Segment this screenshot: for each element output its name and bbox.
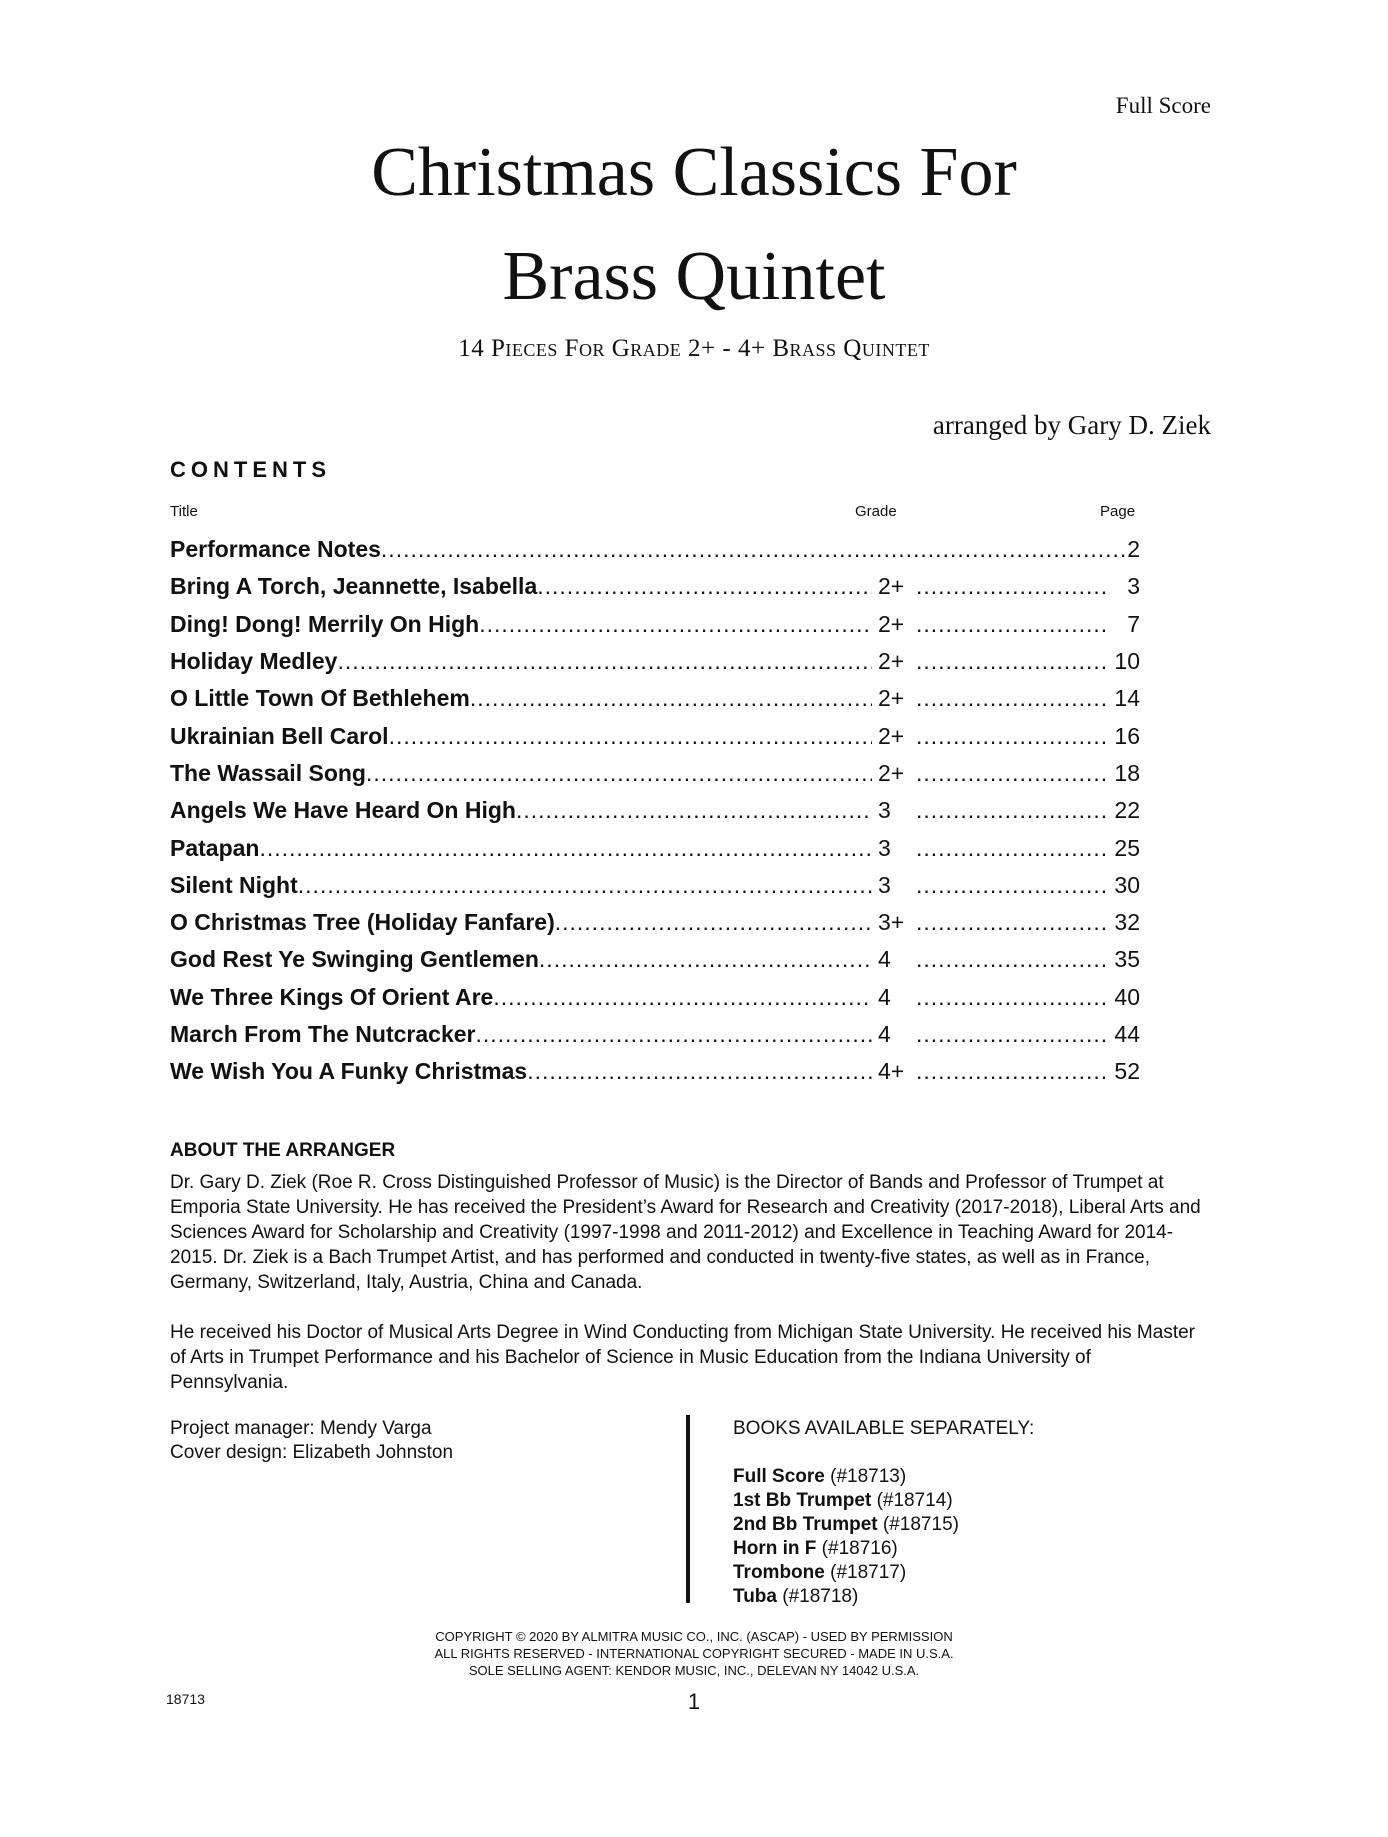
toc-title: Silent Night <box>170 871 298 898</box>
copyright-line-2: ALL RIGHTS RESERVED - INTERNATIONAL COPYRIGHT SECURED - MADE IN U.S.A. <box>434 1646 954 1661</box>
toc-title: Patapan <box>170 834 260 861</box>
book-item <box>733 1465 1034 1489</box>
toc-page: 10 <box>1114 648 1140 675</box>
toc-page: 7 <box>1127 610 1140 637</box>
toc-row <box>170 867 1140 904</box>
books-available <box>733 1417 1034 1609</box>
toc-page: 40 <box>1114 983 1140 1010</box>
book-item <box>733 1585 1034 1609</box>
toc-row <box>170 979 1140 1016</box>
cover-design: Cover design: Elizabeth Johnston <box>170 1442 454 1463</box>
toc-title: God Rest Ye Swinging Gentlemen <box>170 946 539 973</box>
toc-leader-dots <box>555 909 872 936</box>
toc-grade: 3 <box>878 871 891 898</box>
title-line-1: Christmas Classics For <box>371 134 1017 211</box>
toc-row <box>170 568 1140 605</box>
toc-title: March From The Nutcracker <box>170 1021 476 1047</box>
toc-grade: 2+ <box>878 573 905 600</box>
toc-page: 44 <box>1114 1021 1140 1047</box>
book-number: (#18717) <box>830 1562 907 1583</box>
toc-grade: 4 <box>878 983 891 1010</box>
toc-leader-dots <box>916 611 1106 638</box>
toc-title: O Christmas Tree (Holiday Fanfare) <box>170 909 555 936</box>
toc-row <box>170 792 1140 829</box>
toc-row <box>170 717 1140 754</box>
book-number: (#18718) <box>782 1586 859 1607</box>
toc-page: 22 <box>1114 797 1140 824</box>
toc-row <box>170 941 1140 978</box>
toc-leader-dots <box>475 1021 872 1048</box>
toc-leader-dots <box>916 872 1106 899</box>
about-heading: ABOUT THE ARRANGER <box>170 1140 396 1161</box>
toc-grade: 2+ <box>878 648 905 675</box>
page-number: 1 <box>687 1689 701 1714</box>
credits <box>170 1417 453 1465</box>
arranger-credit: arranged by Gary D. Ziek <box>932 410 1211 440</box>
toc-grade: 2+ <box>878 610 905 637</box>
toc-leader-dots <box>470 685 872 712</box>
toc-title: We Three Kings Of Orient Are <box>170 983 494 1010</box>
book-number: (#18713) <box>830 1466 907 1487</box>
toc-leader-dots <box>537 573 872 600</box>
toc-leader-dots <box>916 685 1106 712</box>
table-of-contents <box>170 531 1140 1090</box>
toc-leader-dots <box>493 984 872 1011</box>
toc-leader-dots <box>916 573 1106 600</box>
copyright-notice <box>0 1628 1388 1679</box>
title-line-2: Brass Quintet <box>502 238 886 315</box>
toc-title: Performance Notes <box>170 536 381 563</box>
toc-leader-dots <box>479 611 872 638</box>
toc-leader-dots <box>916 1058 1106 1085</box>
toc-leader-dots <box>916 984 1106 1011</box>
edition-label: Full Score <box>1115 93 1211 118</box>
book-item <box>733 1561 1034 1585</box>
books-list <box>733 1465 1034 1609</box>
toc-page: 16 <box>1114 722 1140 749</box>
toc-row <box>170 680 1140 717</box>
toc-leader-dots <box>389 723 872 750</box>
contents-heading: CONTENTS <box>170 457 331 482</box>
toc-grade: 2+ <box>878 759 905 786</box>
column-header-title: Title <box>170 503 198 520</box>
toc-leader-dots <box>916 648 1106 675</box>
book-item <box>733 1537 1034 1561</box>
book-name: Horn in F <box>733 1538 817 1559</box>
toc-title: O Little Town Of Bethlehem <box>170 685 470 712</box>
toc-leader-dots <box>381 536 1127 563</box>
about-paragraph-2: He received his Doctor of Musical Arts Degree in Wind Conducting from Michigan State University. He received his Master of Arts in Trumpet Performance and his Bachelor of Science in Music Education from the Indiana University of Pennsylvania. <box>170 1322 1195 1393</box>
toc-title: Angels We Have Heard On High <box>170 797 516 824</box>
subtitle <box>0 335 1388 363</box>
toc-row <box>170 606 1140 643</box>
toc-leader-dots <box>916 760 1106 787</box>
toc-grade: 2+ <box>878 685 905 712</box>
toc-row <box>170 1053 1140 1090</box>
toc-grade: 3 <box>878 834 891 861</box>
book-name: Tuba <box>733 1586 777 1607</box>
toc-row <box>170 755 1140 792</box>
toc-leader-dots <box>916 909 1106 936</box>
toc-page: 2 <box>1127 536 1140 563</box>
subtitle-text: 14 Pieces For Grade 2+ - 4+ Brass Quintet <box>458 335 930 362</box>
toc-row <box>170 1016 1140 1053</box>
toc-leader-dots <box>366 760 872 787</box>
toc-row <box>170 531 1140 568</box>
toc-title: Ukrainian Bell Carol <box>170 722 389 749</box>
toc-grade: 4 <box>878 1021 891 1047</box>
book-item <box>733 1489 1034 1513</box>
toc-page: 3 <box>1127 573 1140 600</box>
book-number: (#18714) <box>876 1490 953 1511</box>
toc-page: 52 <box>1114 1058 1140 1085</box>
book-number: (#18716) <box>821 1538 898 1559</box>
book-number: (#18715) <box>882 1514 959 1535</box>
toc-leader-dots <box>337 648 872 675</box>
toc-leader-dots <box>527 1058 872 1085</box>
about-paragraph-1: Dr. Gary D. Ziek (Roe R. Cross Distinguished Professor of Music) is the Director of Bands and Professor of Trumpet at Emporia State University. He has received the President’s Award for Research and Creativity (2017-2018), Liberal Arts and Sciences Award for Scholarship and Creativity (1997-1998 and 2011-2012) and Excellence in Teaching Award for 2014-2015. Dr. Ziek is a Bach Trumpet Artist, and has performed and conducted in twenty-five states, as well as in France, Germany, Switzerland, Italy, Austria, China and Canada. <box>170 1172 1201 1293</box>
toc-grade: 3 <box>878 797 891 824</box>
toc-row <box>170 904 1140 941</box>
toc-leader-dots <box>259 835 872 862</box>
toc-row <box>170 643 1140 680</box>
book-name: Trombone <box>733 1562 825 1583</box>
toc-page: 35 <box>1114 946 1140 973</box>
toc-grade: 2+ <box>878 722 905 749</box>
toc-page: 18 <box>1114 759 1140 786</box>
catalog-number: 18713 <box>166 1691 205 1707</box>
toc-page: 25 <box>1114 834 1140 861</box>
toc-page: 30 <box>1114 871 1140 898</box>
toc-page: 32 <box>1114 909 1140 936</box>
toc-title: Holiday Medley <box>170 648 338 675</box>
books-heading: BOOKS AVAILABLE SEPARATELY: <box>733 1418 1035 1439</box>
toc-grade: 3+ <box>878 909 905 936</box>
toc-leader-dots <box>516 797 872 824</box>
book-name: 2nd Bb Trumpet <box>733 1514 878 1535</box>
book-name: 1st Bb Trumpet <box>733 1490 872 1511</box>
toc-grade: 4 <box>878 946 891 973</box>
column-header-page: Page <box>1100 503 1136 520</box>
column-header-grade: Grade <box>855 503 897 520</box>
toc-title: We Wish You A Funky Christmas <box>170 1058 528 1085</box>
copyright-line-1: COPYRIGHT © 2020 BY ALMITRA MUSIC CO., INC. (ASCAP) - USED BY PERMISSION <box>435 1629 953 1644</box>
toc-leader-dots <box>539 946 872 973</box>
toc-leader-dots <box>916 835 1106 862</box>
toc-leader-dots <box>298 872 872 899</box>
toc-leader-dots <box>916 723 1106 750</box>
toc-grade: 4+ <box>878 1058 905 1085</box>
book-item <box>733 1513 1034 1537</box>
project-manager: Project manager: Mendy Varga <box>170 1418 432 1439</box>
toc-title: The Wassail Song <box>170 759 366 786</box>
toc-page: 14 <box>1114 685 1140 712</box>
copyright-line-3: SOLE SELLING AGENT: KENDOR MUSIC, INC., DELEVAN NY 14042 U.S.A. <box>468 1663 920 1678</box>
book-name: Full Score <box>733 1466 825 1487</box>
toc-leader-dots <box>916 1021 1106 1048</box>
toc-leader-dots <box>916 946 1106 973</box>
vertical-divider <box>686 1415 690 1603</box>
toc-title: Bring A Torch, Jeannette, Isabella <box>170 573 538 600</box>
toc-title: Ding! Dong! Merrily On High <box>170 610 480 637</box>
toc-row <box>170 829 1140 866</box>
toc-leader-dots <box>916 797 1106 824</box>
